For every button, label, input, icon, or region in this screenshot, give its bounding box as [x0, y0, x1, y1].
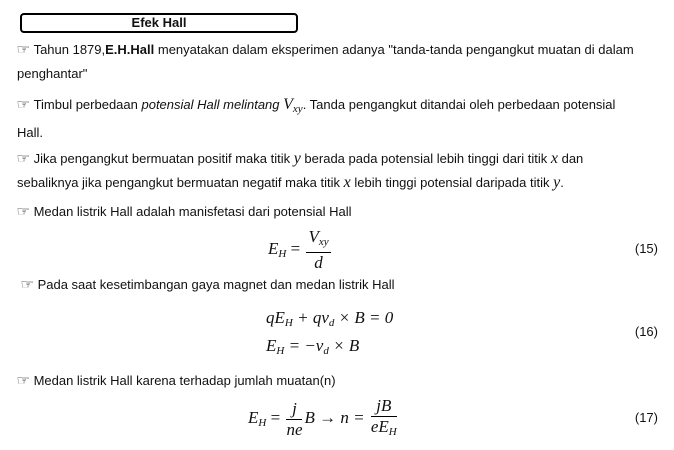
equation-number-16: (16): [634, 324, 658, 339]
paragraph-3: ☞ Jika pengangkut bermuatan positif maka titik y berada pada potensial lebih tinggi dari titik x dan sebaliknya jika pengangkut bermuatan negatif maka titik x lebih tinggi potensial daripada titik y.: [17, 146, 667, 195]
fraction: $\frac{jB}{eE_H}$: [370, 396, 397, 438]
equation-16-line-2: $E_H = -v_d \times B$: [266, 336, 360, 357]
equation-number-17: (17): [634, 410, 658, 425]
paragraph-1: ☞ Tahun 1879,E.H.Hall menyatakan dalam eksperimen adanya "tanda-tanda pengangkut muatan di dalam penghantar": [17, 37, 667, 86]
fraction: $\frac{V_{xy}}{d}$: [308, 227, 329, 272]
pointing-hand-icon: ☞: [16, 150, 31, 166]
paragraph-6: ☞ Medan listrik Hall karena terhadap jumlah muatan(n): [17, 368, 667, 393]
equation-number-15: (15): [634, 241, 658, 256]
pointing-hand-icon: ☞: [20, 276, 35, 292]
pointing-hand-icon: ☞: [16, 41, 31, 57]
pointing-hand-icon: ☞: [16, 96, 31, 112]
author-name: E.H.Hall: [105, 42, 155, 57]
section-title: Efek Hall: [20, 13, 298, 33]
paragraph-5: ☞ Pada saat kesetimbangan gaya magnet dan medan listrik Hall: [21, 272, 671, 297]
pointing-hand-icon: ☞: [16, 372, 31, 388]
pointing-hand-icon: ☞: [16, 203, 31, 219]
equation-15: $E_H$ = $\frac{V_{xy}}{d}$: [268, 227, 329, 272]
paragraph-4: ☞ Medan listrik Hall adalah manisfetasi dari potensial Hall: [17, 199, 667, 224]
equation-17: $E_H$ = $\frac{j}{ne}$ B → n = $\frac{jB}{eE_H}$: [248, 396, 399, 442]
fraction: $\frac{j}{ne}$: [286, 398, 303, 439]
paragraph-2: ☞ Timbul perbedaan potensial Hall melintang $V_{xy}$. Tanda pengangkut ditandai oleh perbedaan potensial Hall.: [17, 92, 667, 145]
equation-16-line-1: $qE_H + qv_d \times B = 0$: [266, 308, 394, 329]
math-var: V: [283, 96, 293, 113]
